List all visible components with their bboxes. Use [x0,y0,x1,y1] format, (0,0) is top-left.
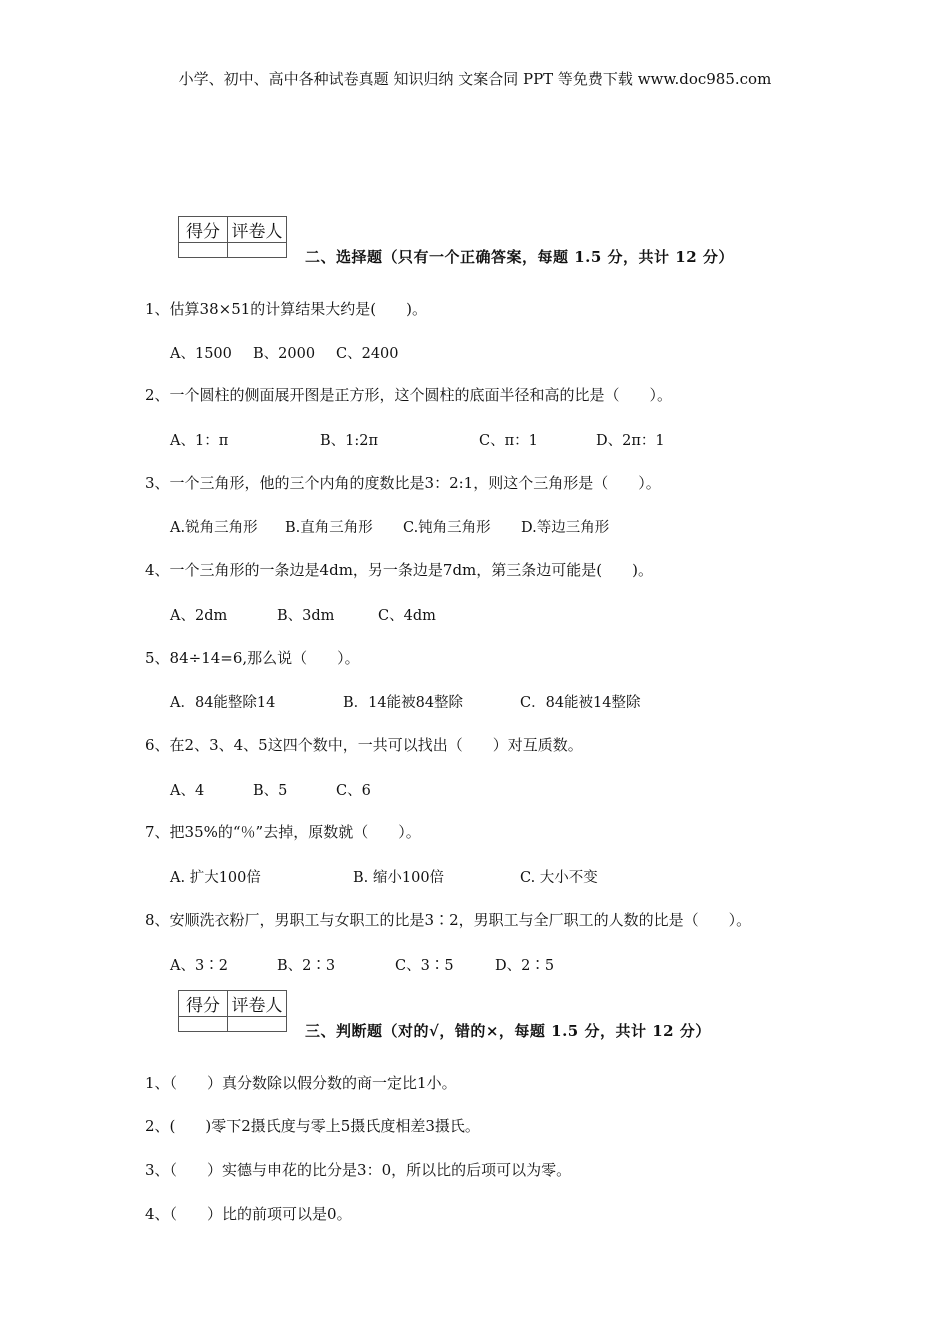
option: A、1：π [170,433,229,449]
score-cell [179,243,228,258]
option: B．14能被84整除 [343,695,464,711]
judgement-1: 1、（ ）真分数除以假分数的商一定比1小。 [145,1074,457,1092]
question-7: 7、把35%的“％”去掉，原数就（ ）。 [145,823,421,841]
score-box [178,990,287,1032]
option: B、2000 [253,346,316,362]
option: C.钝角三角形 [403,520,491,536]
grader-cell [228,243,287,258]
question-1: 1、估算38×51的计算结果大约是( )。 [145,300,427,318]
option: B. 缩小100倍 [353,870,445,886]
option: C. 大小不变 [520,870,598,886]
option: A、1500 [170,346,232,362]
option: A、3∶2 [170,958,228,974]
question-8: 8、安顺洗衣粉厂，男职工与女职工的比是3∶2，男职工与全厂职工的人数的比是（ ）。 [145,911,752,929]
judgement-3: 3、（ ）实德与申花的比分是3：0，所以比的后项可以为零。 [145,1161,572,1179]
grader-label: 评卷人 [228,991,287,1017]
option: B、1:2π [320,433,379,449]
option: C、6 [336,783,371,799]
judgement-2: 2、( )零下2摄氏度与零上5摄氏度相差3摄氏。 [145,1117,480,1135]
question-4: 4、一个三角形的一条边是4dm，另一条边是7dm，第三条边可能是( )。 [145,561,653,579]
option: A、2dm [170,608,228,624]
question-2: 2、一个圆柱的侧面展开图是正方形，这个圆柱的底面半径和高的比是（ ）。 [145,386,673,404]
option: C．84能被14整除 [520,695,641,711]
option: A. 扩大100倍 [170,870,261,886]
option: D.等边三角形 [521,520,610,536]
score-label: 得分 [179,217,228,243]
judgement-4: 4、（ ）比的前项可以是0。 [145,1205,352,1223]
option: B.直角三角形 [285,520,373,536]
score-cell [179,1017,228,1032]
grader-cell [228,1017,287,1032]
question-3: 3、一个三角形，他的三个内角的度数比是3：2:1，则这个三角形是（ ）。 [145,474,661,492]
option: C、π：1 [479,433,538,449]
score-box [178,216,287,258]
question-5: 5、84÷14=6,那么说（ ）。 [145,649,360,667]
option: A、4 [170,783,205,799]
option: C、4dm [378,608,436,624]
option: C、3∶5 [395,958,454,974]
grader-label: 评卷人 [228,217,287,243]
option: B、3dm [277,608,335,624]
option: B、2∶3 [277,958,336,974]
score-label: 得分 [179,991,228,1017]
option: D、2π：1 [596,433,665,449]
page-header: 小学、初中、高中各种试卷真题 知识归纳 文案合同 PPT 等免费下载 www.doc985.com [178,70,772,88]
option: B、5 [253,783,288,799]
section-title-judgement: 三、判断题（对的√，错的×，每题 1.5 分，共计 12 分） [305,1022,711,1040]
question-6: 6、在2、3、4、5这四个数中，一共可以找出（ ）对互质数。 [145,736,583,754]
option: A．84能整除14 [170,695,276,711]
option: A.锐角三角形 [170,520,258,536]
option: C、2400 [336,346,399,362]
option: D、2∶5 [495,958,555,974]
section-title-choice: 二、选择题（只有一个正确答案，每题 1.5 分，共计 12 分） [305,248,734,266]
